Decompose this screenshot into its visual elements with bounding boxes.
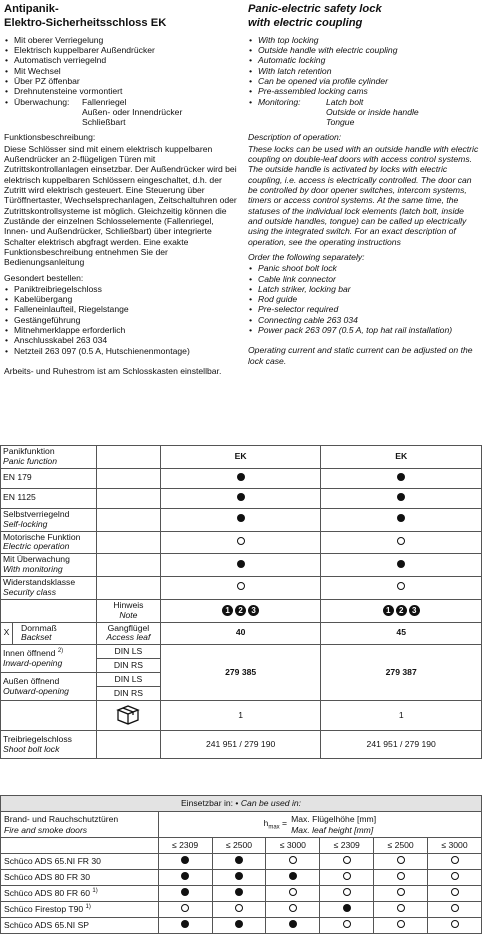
package-icon	[115, 703, 141, 725]
table-row: Schüco Firestop T90 $^{1)}$	[1, 902, 482, 918]
table-row: Selbstverriegelnd Self-locking	[1, 508, 482, 531]
list-item: • Monitoring: Latch bolt Outside or inside handle Tongue	[248, 97, 480, 128]
note-numbers: 1 2 3	[160, 599, 321, 622]
list-item: • Mit Wechsel	[4, 66, 240, 76]
empty-circle-icon	[397, 888, 405, 896]
list-item: • Kabelübergang	[4, 294, 240, 304]
german-function-heading: Funktionsbeschreibung:	[4, 132, 96, 143]
table-row: EN 1125	[1, 488, 482, 508]
empty-circle-icon	[397, 904, 405, 912]
filled-dot-icon	[235, 920, 243, 928]
filled-dot-icon	[237, 493, 245, 501]
empty-circle-icon	[289, 904, 297, 912]
list-item: • Latch striker, locking bar	[248, 284, 480, 294]
empty-circle-icon	[451, 904, 459, 912]
empty-circle-icon	[451, 872, 459, 880]
list-item: • Gestängeführung	[4, 315, 240, 325]
list-item: • With top locking	[248, 35, 480, 45]
list-item: • Anschlusskabel 263 034	[4, 335, 240, 345]
list-item: • Panic shoot bolt lock	[248, 263, 480, 273]
english-description-column	[248, 2, 480, 366]
table-row: Motorische Funktion Electric operation	[1, 531, 482, 554]
list-item: • Cable link connector	[248, 274, 480, 284]
filled-dot-icon	[397, 514, 405, 522]
table-row: ≤ 2309 ≤ 2500 ≤ 3000 ≤ 2309 ≤ 2500 ≤ 3000	[1, 838, 482, 854]
english-feature-list	[248, 35, 480, 128]
empty-circle-icon	[289, 888, 297, 896]
empty-circle-icon	[397, 856, 405, 864]
list-item: • With latch retention	[248, 66, 480, 76]
filled-dot-icon	[181, 920, 189, 928]
table-row: Schüco ADS 65.NI SP	[1, 918, 482, 934]
list-item: • Pre-selector required	[248, 304, 480, 314]
empty-circle-icon	[451, 920, 459, 928]
list-item: • Über PZ öffenbar	[4, 76, 240, 86]
empty-circle-icon	[343, 856, 351, 864]
empty-circle-icon	[397, 582, 405, 590]
german-feature-list	[4, 35, 240, 128]
empty-circle-icon	[451, 888, 459, 896]
table-row: Panikfunktion Panic function EK EK	[1, 446, 482, 469]
list-item: • Automatisch verriegelnd	[4, 55, 240, 65]
german-order-list	[4, 284, 240, 356]
filled-dot-icon	[235, 856, 243, 864]
table-row: X Dornmaß Backset Gangflügel Access leaf 40 45	[1, 622, 482, 645]
list-item: • Netzteil 263 097 (0.5 A, Hutschienenmontage)	[4, 346, 240, 356]
table-row: Schüco ADS 80 FR 30	[1, 870, 482, 886]
filled-dot-icon	[289, 872, 297, 880]
german-description-column	[4, 2, 240, 376]
english-function-heading: Description of operation:	[248, 132, 342, 143]
list-item: • Can be opened via profile cylinder	[248, 76, 480, 86]
english-function-text: These locks can be used with an outside handle with electric coupling on double-leaf doors with access control systems. The outside handle is activated by locks with electric coupling, i.e. access is electrically controlled. The door can be controlled by door opener switches, intercom systems, timers or access control systems. At the same time, the statuses of the individual lock elements (latch bolt, inside and outside handles, tongue) can be called up electrically using the integrated switch. For an exact description of operation, see the operating instructions	[248, 143, 479, 247]
english-order-list	[248, 263, 480, 335]
table-row: DIN RS	[1, 687, 482, 701]
list-item: • Mitnehmerklappe erforderlich	[4, 325, 240, 335]
empty-circle-icon	[235, 904, 243, 912]
empty-circle-icon	[397, 537, 405, 545]
filled-dot-icon	[289, 920, 297, 928]
filled-dot-icon	[397, 493, 405, 501]
empty-circle-icon	[343, 872, 351, 880]
table-row: Hinweis Note 1 2 3 1 2 3	[1, 599, 482, 622]
list-item: • Connecting cable 263 034	[248, 315, 480, 325]
filled-dot-icon	[181, 872, 189, 880]
table-row: Brand- und Rauchschutztüren Fire and smoke doors $h_{max}$ = Max. Flügelhöhe [mm] Max. leaf height [mm]	[1, 812, 482, 838]
function-spec-table	[0, 445, 482, 759]
english-order-heading: Order the following separately:	[248, 251, 365, 262]
filled-dot-icon	[343, 904, 351, 912]
table-row: Treibriegelschloss Shoot bolt lock 241 951 / 279 190 241 951 / 279 190	[1, 731, 482, 759]
list-item: • Drehnutensteine vormontiert	[4, 86, 240, 96]
empty-circle-icon	[237, 537, 245, 545]
list-item: • Überwachung: Fallenriegel Außen- oder Innendrücker Schließbart	[4, 97, 240, 128]
list-item: • Automatic locking	[248, 55, 480, 65]
table-row: Mit Überwachung With monitoring	[1, 554, 482, 577]
filled-dot-icon	[237, 473, 245, 481]
table-row: Einsetzbar in: • Can be used in:	[1, 796, 482, 812]
table-row: Schüco ADS 80 FR 60 $^{1)}$	[1, 886, 482, 902]
filled-dot-icon	[397, 560, 405, 568]
table-row: EN 179	[1, 468, 482, 488]
filled-dot-icon	[181, 856, 189, 864]
filled-dot-icon	[235, 872, 243, 880]
filled-dot-icon	[235, 888, 243, 896]
english-current-note: Operating current and static current can be adjusted on the lock case.	[248, 345, 473, 366]
filled-dot-icon	[237, 560, 245, 568]
list-item: • Outside handle with electric coupling	[248, 45, 480, 55]
german-current-note: Arbeits- und Ruhestrom ist am Schlosskasten einstellbar.	[4, 366, 222, 377]
table-row: DIN RS	[1, 659, 482, 673]
empty-circle-icon	[289, 856, 297, 864]
filled-dot-icon	[237, 514, 245, 522]
list-item: • Mit oberer Verriegelung	[4, 35, 240, 45]
list-item: • Elektrisch kuppelbarer Außendrücker	[4, 45, 240, 55]
empty-circle-icon	[397, 920, 405, 928]
list-item: • Rod guide	[248, 294, 480, 304]
german-title: Antipanik- Elektro-Sicherheitsschloss EK	[4, 3, 167, 30]
german-order-heading: Gesondert bestellen:	[4, 272, 84, 283]
german-function-text: Diese Schlösser sind mit einem elektrisch kuppelbaren Außendrücker an 2-flügeligen Türen mit Zutrittskontrollanlagen einsetzbar. Der Außendrücker wird bei elektrisch kuppelbaren Schlössern eingeschaltet, d.h. der Zutritt wird elektrisch gesteuert. Eine Steuerung über Türöffnertaster, Wechselsprechanlagen, Zeitschaltuhren oder Zutrittskontrollsysteme ist möglich. Gleichzeitig können die Zustände der einzelnen Schlosselemente (Fallenriegel, Innen- und Außendrücker, Schließbart) über integrierte Schalter elektrisch abgfragt werden. Eine exakte Funktionsbeschreibung entnehmen Sie der Bedienungsanleitung	[4, 143, 237, 268]
usage-table	[0, 795, 482, 934]
list-item: • Pre-assembled locking cams	[248, 86, 480, 96]
table-row: Schüco ADS 65.NI FR 30	[1, 854, 482, 870]
note-numbers: 1 2 3	[321, 599, 482, 622]
table-row: Widerstandsklasse Security class	[1, 577, 482, 600]
empty-circle-icon	[451, 856, 459, 864]
filled-dot-icon	[397, 473, 405, 481]
empty-circle-icon	[343, 920, 351, 928]
table-row: Innen öffnend $^{2)}$ Inward-opening DIN LS 279 385 279 387	[1, 645, 482, 659]
list-item: • Paniktreibriegelschloss	[4, 284, 240, 294]
list-item: • Power pack 263 097 (0.5 A, top hat rail installation)	[248, 325, 480, 335]
empty-circle-icon	[237, 582, 245, 590]
empty-circle-icon	[343, 888, 351, 896]
table-row: Außen öffnend Outward-opening DIN LS	[1, 673, 482, 687]
empty-circle-icon	[181, 904, 189, 912]
empty-circle-icon	[397, 872, 405, 880]
table-row: 1 1	[1, 701, 482, 731]
filled-dot-icon	[181, 888, 189, 896]
english-title: Panic-electric safety lock with electric coupling	[248, 3, 382, 30]
list-item: • Falleneinlaufteil, Riegelstange	[4, 304, 240, 314]
